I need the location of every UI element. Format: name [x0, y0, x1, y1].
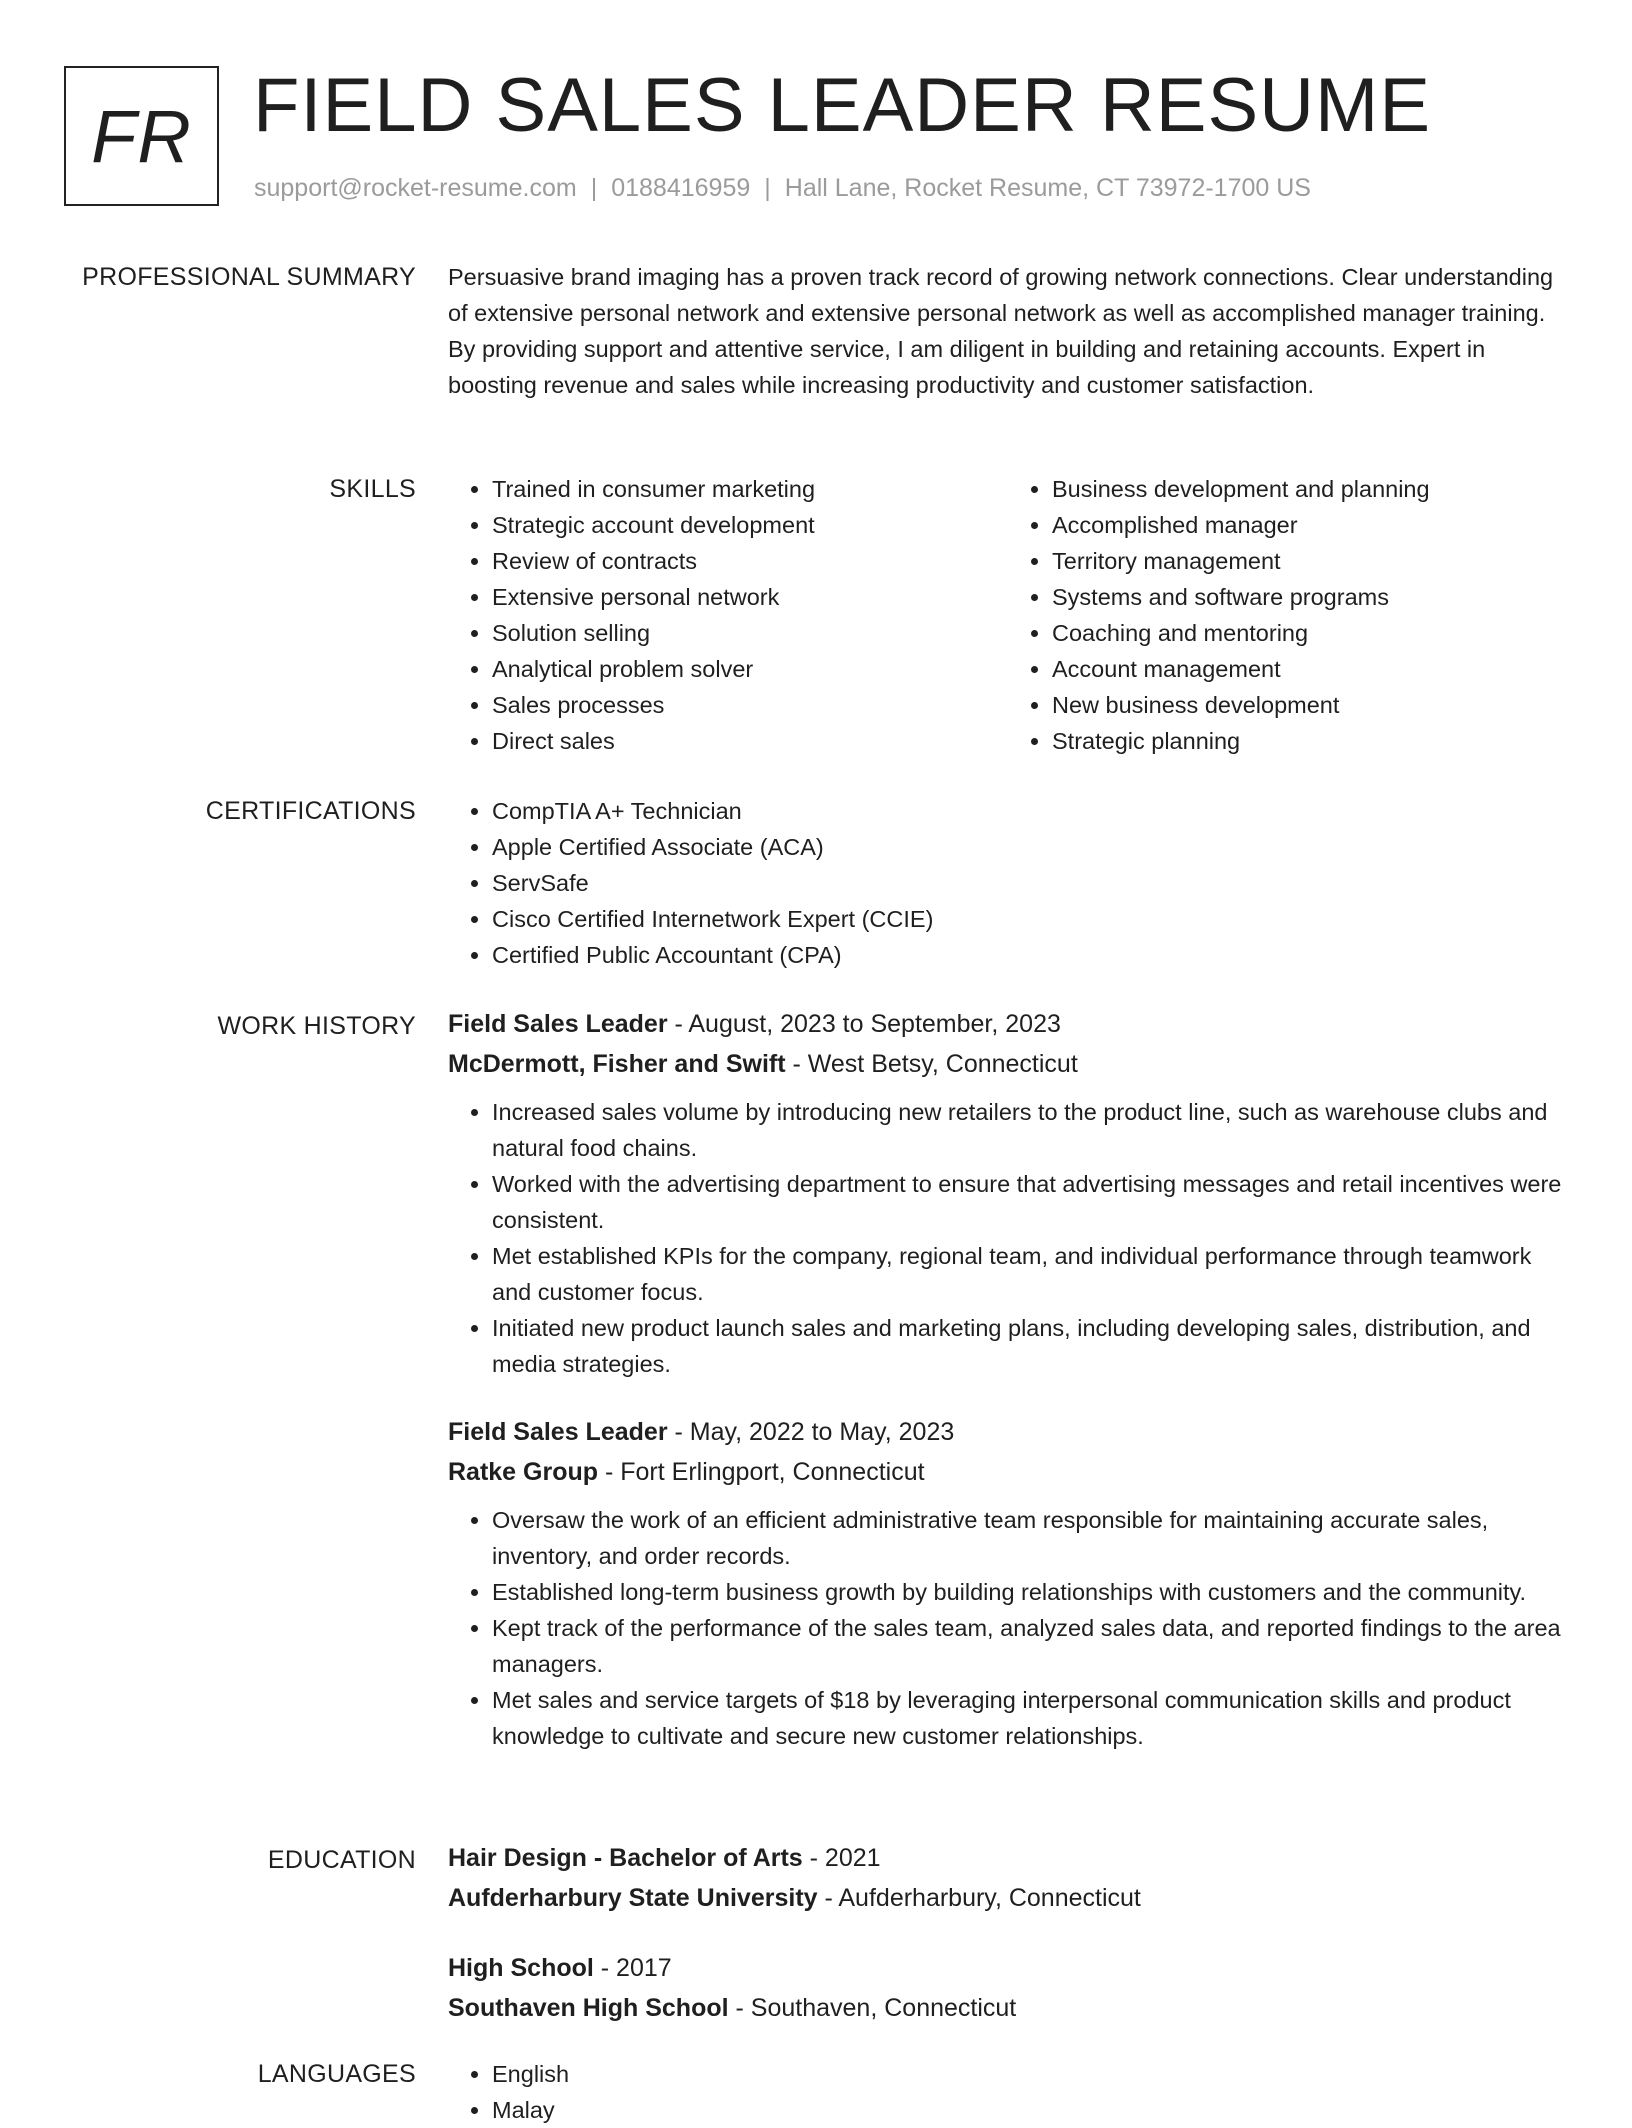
skill-item: • Territory management	[1052, 543, 1568, 579]
skill-item: • New business development	[1052, 687, 1568, 723]
skill-item: • Accomplished manager	[1052, 507, 1568, 543]
education-degree-line	[448, 1948, 1568, 1988]
languages-list	[448, 2056, 1568, 2128]
education-degree: High School	[448, 1954, 594, 1982]
monogram-logo: FR	[64, 66, 219, 206]
skill-item: • Direct sales	[492, 723, 1008, 759]
job-dates: - August, 2023 to September, 2023	[667, 1010, 1061, 1038]
education-degree-line	[448, 1838, 1568, 1878]
job-role: Field Sales Leader	[448, 1010, 668, 1038]
education-year: - 2021	[802, 1844, 881, 1872]
job-title-line	[448, 1004, 1568, 1044]
education-degree: Hair Design - Bachelor of Arts	[448, 1844, 803, 1872]
job-bullet: • Worked with the advertising department to ensure that advertising messages and retail incentives were consistent.	[492, 1166, 1568, 1238]
contact-separator: |	[590, 174, 598, 202]
skill-item: • Systems and software programs	[1052, 579, 1568, 615]
summary-text: Persuasive brand imaging has a proven track record of growing network connections. Clear understanding of extensive personal network and extensive personal network as well as accomplished manager training. By providing support and attentive service, I am diligent in building and retaining accounts. Expert in boosting revenue and sales while increasing productivity and customer satisfaction.	[448, 264, 1554, 398]
skill-item: • Coaching and mentoring	[1052, 615, 1568, 651]
contact-email: support@rocket-resume.com	[254, 174, 577, 202]
resume-title: FIELD SALES LEADER RESUME	[253, 63, 1432, 148]
education-school-line	[448, 1878, 1568, 1918]
summary-heading: PROFESSIONAL SUMMARY	[82, 263, 416, 291]
job-dates: - May, 2022 to May, 2023	[667, 1418, 955, 1446]
contact-phone: 0188416959	[611, 174, 751, 202]
education-location: - Southaven, Connecticut	[728, 1994, 1017, 2022]
job-title-line	[448, 1412, 1568, 1452]
job-bullet: • Established long-term business growth by building relationships with customers and the community.	[492, 1574, 1568, 1610]
job-bullets	[448, 1094, 1568, 1382]
skill-item: • Strategic planning	[1052, 723, 1568, 759]
education-body	[448, 1838, 1568, 2058]
job-location: - West Betsy, Connecticut	[785, 1050, 1078, 1078]
certifications-list	[448, 793, 1568, 973]
job-bullet: • Kept track of the performance of the sales team, analyzed sales data, and reported findings to the area managers.	[492, 1610, 1568, 1682]
job-company: McDermott, Fisher and Swift	[448, 1050, 786, 1078]
education-school: Southaven High School	[448, 1994, 729, 2022]
job-bullet: • Oversaw the work of an efficient administrative team responsible for maintaining accurate sales, inventory, and order records.	[492, 1502, 1568, 1574]
job-bullet: • Met sales and service targets of $18 by leveraging interpersonal communication skills and product knowledge to cultivate and secure new customer relationships.	[492, 1682, 1568, 1754]
certification-item: • ServSafe	[492, 865, 1568, 901]
certification-item: • Cisco Certified Internetwork Expert (CCIE)	[492, 901, 1568, 937]
work-history-body	[448, 1004, 1568, 1784]
skill-item: • Strategic account development	[492, 507, 1008, 543]
certification-item: • Apple Certified Associate (ACA)	[492, 829, 1568, 865]
skill-item: • Account management	[1052, 651, 1568, 687]
job-entry	[448, 1412, 1568, 1754]
education-entry	[448, 1838, 1568, 1918]
skill-item: • Sales processes	[492, 687, 1008, 723]
skills-heading: SKILLS	[329, 475, 416, 503]
skill-item: • Business development and planning	[1052, 471, 1568, 507]
skills-list-left	[448, 471, 1008, 759]
education-location: - Aufderharbury, Connecticut	[817, 1884, 1141, 1912]
skill-item: • Trained in consumer marketing	[492, 471, 1008, 507]
job-bullet: • Met established KPIs for the company, regional team, and individual performance through teamwork and customer focus.	[492, 1238, 1568, 1310]
job-bullets	[448, 1502, 1568, 1754]
job-company: Ratke Group	[448, 1458, 599, 1486]
work-history-heading: WORK HISTORY	[217, 1012, 416, 1040]
language-item: • English	[492, 2056, 1568, 2092]
certification-item: • Certified Public Accountant (CPA)	[492, 937, 1568, 973]
skill-item: • Review of contracts	[492, 543, 1008, 579]
languages-heading: LANGUAGES	[257, 2060, 416, 2088]
job-company-line	[448, 1044, 1568, 1084]
education-heading: EDUCATION	[267, 1846, 416, 1874]
education-year: - 2017	[593, 1954, 672, 1982]
job-location: - Fort Erlingport, Connecticut	[598, 1458, 925, 1486]
certification-item: • CompTIA A+ Technician	[492, 793, 1568, 829]
job-company-line	[448, 1452, 1568, 1492]
education-school: Aufderharbury State University	[448, 1884, 818, 1912]
certifications-heading: CERTIFICATIONS	[205, 797, 416, 825]
job-bullet: • Increased sales volume by introducing new retailers to the product line, such as warehouse clubs and natural food chains.	[492, 1094, 1568, 1166]
education-entry	[448, 1948, 1568, 2028]
job-bullet: • Initiated new product launch sales and marketing plans, including developing sales, distribution, and media strategies.	[492, 1310, 1568, 1382]
education-school-line	[448, 1988, 1568, 2028]
resume-header	[64, 63, 1568, 212]
language-item: • Malay	[492, 2092, 1568, 2128]
contact-separator: |	[764, 174, 771, 202]
contact-line	[254, 174, 1311, 203]
skills-list-right	[1008, 471, 1568, 759]
job-role: Field Sales Leader	[448, 1418, 668, 1446]
skill-item: • Solution selling	[492, 615, 1008, 651]
contact-address: Hall Lane, Rocket Resume, CT 73972-1700 US	[784, 174, 1311, 202]
skill-item: • Analytical problem solver	[492, 651, 1008, 687]
skill-item: • Extensive personal network	[492, 579, 1008, 615]
job-entry	[448, 1004, 1568, 1382]
